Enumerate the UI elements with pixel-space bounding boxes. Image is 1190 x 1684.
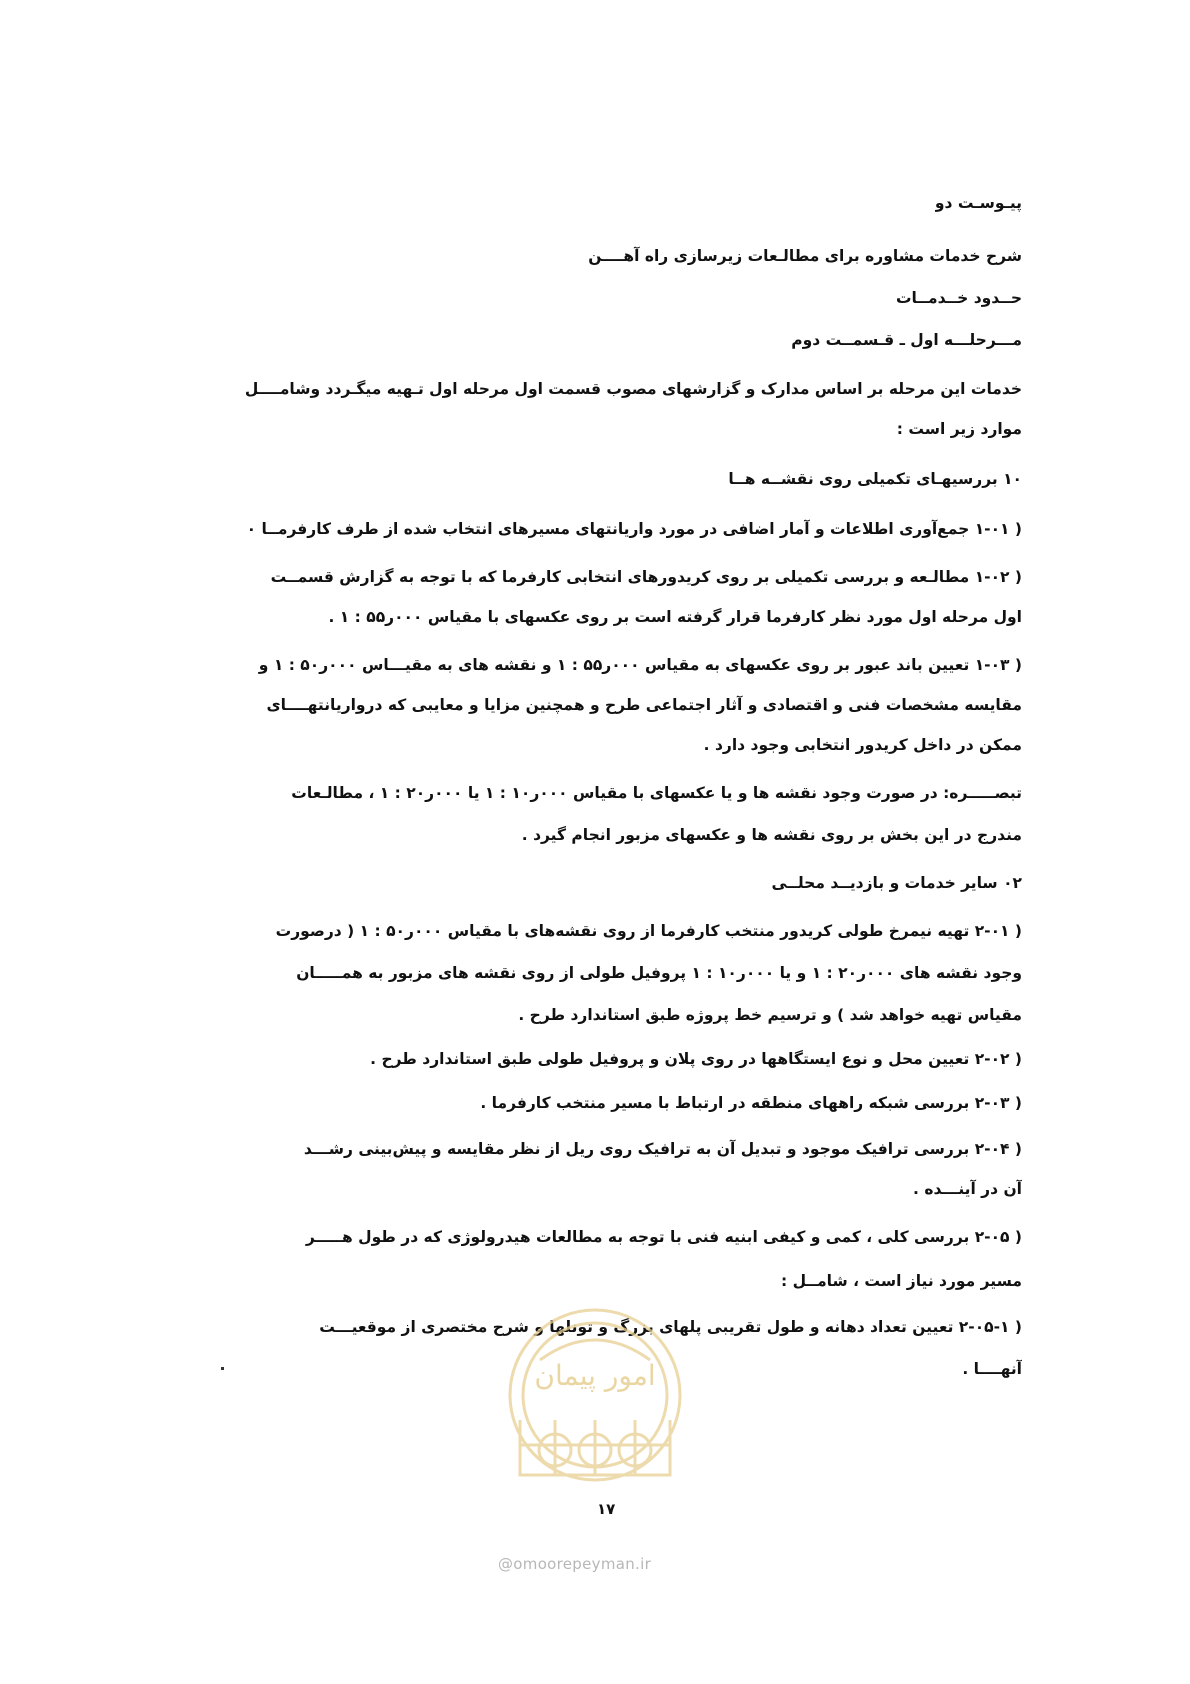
note-line-2: مندرج در این بخش بر روی نقشه ها و عکسهای مزبور انجام گیرد . bbox=[521, 826, 1022, 844]
document-heading: شرح خدمات مشاوره برای مطالـعات زیرسازی راه آهــــن bbox=[588, 247, 1022, 265]
note-line-1: تبصـــــره: در صورت وجود نقشه ها و یا عکسهای با مقیاس ۰۰۰ر۱۰ : ۱ یا ۰۰۰ر۲۰ : ۱ ، مطالـعات bbox=[291, 784, 1022, 802]
svg-text:امور پیمان: امور پیمان bbox=[534, 1359, 656, 1392]
item-1-03-line-1: ( ۱-۰۳ تعیین باند عبور بر روی عکسهای به مقیاس ۰۰۰ر۵۵ : ۱ و نقشه های به مقیـــاس ۰۰۰ر۵۰ : ۱ و bbox=[258, 656, 1022, 674]
intro-line-2: موارد زیر است : bbox=[896, 420, 1022, 438]
page-number: ۱۷ bbox=[597, 1500, 616, 1518]
item-2-01-line-3: مقیاس تهیه خواهد شد ) و ترسیم خط پروژه طبق استاندارد طرح . bbox=[518, 1006, 1022, 1024]
stage-heading: مـــرحلـــه اول ـ قـسمــت دوم bbox=[791, 331, 1022, 349]
section-1-heading: ۱۰ بررسیهـای تکمیلی روی نقشــه هــا bbox=[728, 470, 1022, 488]
scope-heading: حــدود خــدمــات bbox=[895, 289, 1022, 307]
item-2-05-line-1: ( ۲-۰۵ بررسی کلی ، کمی و کیفی ابنیه فنی با توجه به مطالعات هیدرولوژی که در طول هـــــر bbox=[305, 1228, 1022, 1246]
item-2-05-1-line-1: ( ۲-۰۵-۱ تعیین تعداد دهانه و طول تقریبی پلهای بزرگ و تونلها و شرح مختصری از موقعیـــت bbox=[319, 1318, 1022, 1336]
appendix-title: پیـوسـت دو bbox=[934, 194, 1022, 212]
item-2-05-1-line-2: آنهــــا . bbox=[962, 1360, 1022, 1378]
stray-mark bbox=[221, 1367, 224, 1370]
intro-line-1: خدمات این مرحله بر اساس مدارک و گزارشهای مصوب قسمت اول مرحله اول تـهیه میگـردد وشامــــل bbox=[244, 380, 1022, 398]
item-2-03: ( ۲-۰۳ بررسی شبکه راههای منطقه در ارتباط با مسیر منتخب کارفرما . bbox=[480, 1094, 1022, 1112]
item-2-01-line-1: ( ۲-۰۱ تهیه نیمرخ طولی کریدور منتخب کارفرما از روی نقشه‌های با مقیاس ۰۰۰ر۵۰ : ۱ ( درصورت bbox=[275, 922, 1022, 940]
item-2-05-line-2: مسیر مورد نیاز است ، شامــل : bbox=[781, 1272, 1022, 1290]
section-2-heading: ۰۲ سایر خدمات و بازدیــد محلــی bbox=[771, 874, 1022, 892]
item-2-04-line-1: ( ۲-۰۴ بررسی ترافیک موجود و تبدیل آن به ترافیک روی ریل از نظر مقایسه و پیش‌بینی رشـــد bbox=[303, 1140, 1022, 1158]
item-2-02: ( ۲-۰۲ تعیین محل و نوع ایستگاهها در روی پلان و پروفیل طولی طبق استاندارد طرح . bbox=[370, 1050, 1022, 1068]
item-1-03-line-3: ممکن در داخل کریدور انتخابی وجود دارد . bbox=[703, 736, 1022, 754]
item-1-02-line-2: اول مرحله اول مورد نظر کارفرما قرار گرفته است بر روی عکسهای با مقیاس ۰۰۰ر۵۵ : ۱ . bbox=[328, 608, 1022, 626]
item-1-03-line-2: مقایسه مشخصات فنی و اقتصادی و آثار اجتماعی طرح و همچنین مزایا و معایبی که درواریانتهــــای bbox=[266, 696, 1022, 714]
item-1-02-line-1: ( ۱-۰۲ مطالـعه و بررسی تکمیلی بر روی کریدورهای انتخابی کارفرما که با توجه به گزارش قسمــت bbox=[270, 568, 1022, 586]
item-2-01-line-2: وجود نقشه های ۰۰۰ر۲۰ : ۱ و یا ۰۰۰ر۱۰ : ۱ پروفیل طولی از روی نقشه های مزبور به همـــــان bbox=[296, 964, 1022, 982]
watermark-seal-icon bbox=[500, 1300, 690, 1520]
item-2-04-line-2: آن در آینـــده . bbox=[913, 1180, 1022, 1198]
item-1-01: ( ۱-۰۱ جمع‌آوری اطلاعات و آمار اضافی در مورد واریانتهای مسیرهای انتخاب شده از طرف کارفرمــا ۰ bbox=[246, 520, 1022, 538]
watermark-url: @omoorepeyman.ir bbox=[498, 1555, 652, 1573]
